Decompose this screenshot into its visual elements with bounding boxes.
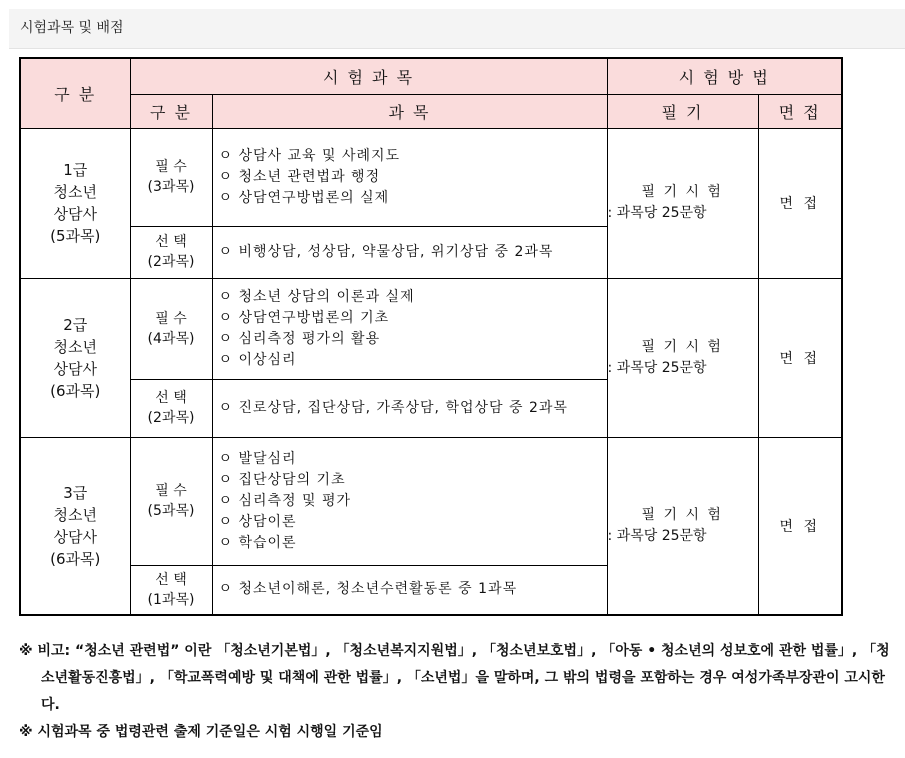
header-interview: 면 접	[758, 94, 842, 128]
grade-3-required-subjects: ㅇ 발달심리 ㅇ 집단상담의 기초 ㅇ 심리측정 및 평가 ㅇ 상담이론 ㅇ 학습이론	[212, 437, 607, 565]
note-related-laws: ※ 비고: “청소년 관련법” 이란 「청소년기본법」, 「청소년복지지원법」, 「청소년보호법」, 「아동 • 청소년의 성보호에 관한 법률」, 「청소년활동진흥법」, 「학교폭력예방 및 대책에 관한 법률」, 「소년법」을 말하며, 그 밖의 법령을 포함하는 경우 여성가족부장관이 고시한다.	[19, 643, 890, 713]
grade-3-required-label: 필 수 (5과목)	[130, 437, 212, 565]
grade-2-required-label: 필 수 (4과목)	[130, 278, 212, 379]
grade-1-required-subjects: ㅇ 상담사 교육 및 사례지도 ㅇ 청소년 관련법과 행정 ㅇ 상담연구방법론의 실제	[212, 128, 607, 226]
grade-1-interview: 면 접	[758, 128, 842, 278]
grade-1-required-label: 필 수 (3과목)	[130, 128, 212, 226]
section-header	[9, 9, 905, 49]
grade-2-name: 2급 청소년 상담사 (6과목)	[20, 278, 130, 437]
grade-2-elective-label: 선 택 (2과목)	[130, 379, 212, 437]
grade-3-interview: 면 접	[758, 437, 842, 615]
grade-1-name: 1급 청소년 상담사 (5과목)	[20, 128, 130, 278]
header-subjects: 과 목	[212, 94, 607, 128]
grade-2-method: 필 기 시 험 : 과목당 25문항	[607, 278, 758, 437]
header-exam-method: 시 험 방 법	[607, 58, 842, 94]
header-sub-category: 구 분	[130, 94, 212, 128]
header-exam-subjects: 시 험 과 목	[130, 58, 607, 94]
grade-2-elective-subjects: ㅇ 진로상담, 집단상담, 가족상담, 학업상담 중 2과목	[212, 379, 607, 437]
notes	[19, 638, 899, 746]
header-written: 필 기	[607, 94, 758, 128]
header-category: 구 분	[20, 58, 130, 128]
exam-subjects-table	[19, 57, 843, 616]
grade-1-elective-label: 선 택 (2과목)	[130, 226, 212, 278]
grade-3-name: 3급 청소년 상담사 (6과목)	[20, 437, 130, 615]
grade-3-elective-label: 선 택 (1과목)	[130, 565, 212, 615]
grade-2-interview: 면 접	[758, 278, 842, 437]
grade-1-elective-subjects: ㅇ 비행상담, 성상담, 약물상담, 위기상담 중 2과목	[212, 226, 607, 278]
grade-3-method: 필 기 시 험 : 과목당 25문항	[607, 437, 758, 615]
grade-3-elective-subjects: ㅇ 청소년이해론, 청소년수련활동론 중 1과목	[212, 565, 607, 615]
grade-1-method: 필 기 시 험 : 과목당 25문항	[607, 128, 758, 278]
grade-2-required-subjects: ㅇ 청소년 상담의 이론과 실제 ㅇ 상담연구방법론의 기초 ㅇ 심리측정 평가의 활용 ㅇ 이상심리	[212, 278, 607, 379]
note-reference-date: ※ 시험과목 중 법령관련 출제 기준일은 시험 시행일 기준임	[19, 724, 383, 740]
section-title: 시험과목 및 배점	[20, 20, 124, 36]
